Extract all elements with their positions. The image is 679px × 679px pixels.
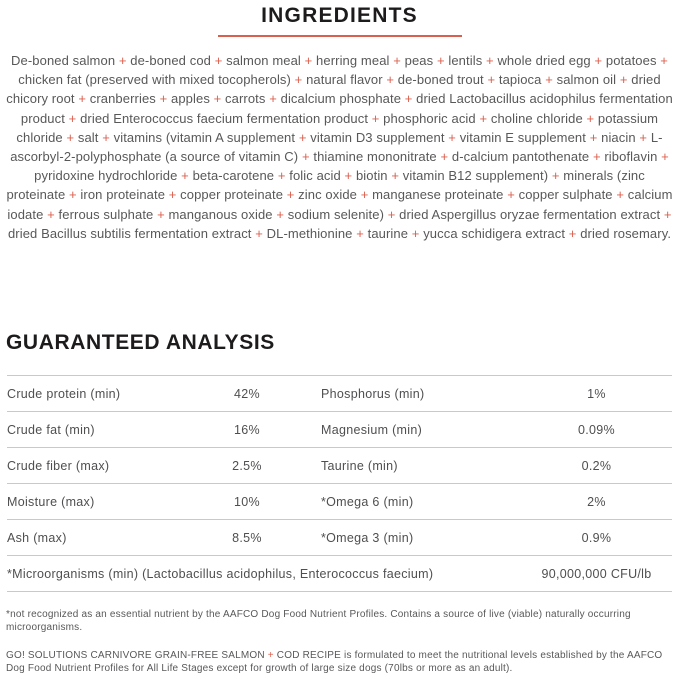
- table-row: [7, 411, 672, 447]
- ingredients-title: INGREDIENTS: [261, 4, 418, 27]
- nutrient-label: Crude protein (min): [7, 386, 121, 401]
- plus-separator: +: [118, 53, 127, 68]
- nutrient-label: Crude fat (min): [7, 422, 95, 437]
- nutrient-value: 10%: [234, 494, 260, 509]
- plus-separator: +: [589, 129, 598, 145]
- title-underline: [218, 35, 462, 37]
- analysis-table: [7, 375, 672, 592]
- plus-separator: +: [269, 91, 277, 107]
- plus-separator: +: [594, 53, 603, 68]
- plus-separator: +: [69, 187, 77, 203]
- plus-separator: +: [660, 53, 668, 68]
- nutrient-value: 8.5%: [232, 530, 262, 545]
- plus-separator: +: [301, 149, 310, 165]
- nutrient-value: 0.2%: [581, 458, 612, 473]
- nutrient-value: 2.5%: [232, 458, 262, 473]
- nutrient-value: 16%: [234, 422, 260, 437]
- plus-separator: +: [386, 72, 395, 88]
- plus-separator: +: [276, 206, 285, 222]
- plus-separator: +: [436, 53, 445, 68]
- plus-separator: +: [545, 72, 553, 88]
- plus-separator: +: [487, 72, 496, 88]
- plus-separator: +: [213, 91, 222, 107]
- plus-separator: +: [66, 129, 75, 145]
- plus-separator: +: [298, 129, 307, 145]
- plus-separator: +: [568, 225, 577, 241]
- nutrient-value: 42%: [234, 386, 260, 401]
- plus-separator: +: [663, 206, 672, 222]
- nutrient-label: *Omega 6 (min): [321, 494, 414, 509]
- footnote-essential-nutrient: *not recognized as an essential nutrient by the AAFCO Dog Food Nutrient Profiles. Contains a source of live (viable) naturally occurring microorganisms.: [6, 609, 631, 634]
- table-row: [7, 375, 672, 411]
- plus-separator: +: [391, 168, 400, 184]
- plus-separator: +: [286, 187, 295, 203]
- table-row: [7, 447, 672, 483]
- plus-separator: +: [371, 110, 380, 126]
- plus-separator: +: [592, 149, 601, 165]
- plus-separator: +: [277, 168, 286, 184]
- plus-separator: +: [255, 225, 263, 241]
- plus-separator: +: [486, 53, 494, 68]
- ingredients-text: De-boned salmon + de-boned cod + salmon meal + herring meal + peas + lentils + whole dried egg + potatoes + chicken fat (preserved with mixed tocopherols) + natural flavor + de-boned trout + tapioca + salmon oil + dried chicory root + cranberries + apples + carrots + dicalcium phosphate + dried Lactobacillus acidophilus fermentation product + dried Enterococcus faecium fermentation product + phosphoric acid + choline chloride + potassium chloride + salt + vitamins (vitamin A supplement + vitamin D3 supplement + vitamin E supplement + niacin + L-ascorbyl-2-polyphosphate (a source of vitamin C) + thiamine mononitrate + d-calcium pantothenate + riboflavin + pyridoxine hydrochloride + beta-carotene + folic acid + biotin + vitamin B12 supplement) + minerals (zinc proteinate + iron proteinate + copper proteinate + zinc oxide + manganese proteinate + copper sulphate + calcium iodate + ferrous sulphate + manganous oxide + sodium selenite) + dried Aspergillus oryzae fermentation extract + dried Bacillus subtilis fermentation extract + DL-methionine + taurine + yucca schidigera extract + dried rosemary.: [6, 53, 673, 241]
- nutrient-value: 90,000,000 CFU/lb: [541, 566, 652, 581]
- plus-separator: +: [78, 91, 87, 107]
- plus-separator: +: [440, 149, 449, 165]
- plus-separator: +: [47, 206, 55, 222]
- nutrient-value: 0.09%: [578, 422, 615, 437]
- plus-separator: +: [356, 225, 364, 241]
- nutrient-label: *Omega 3 (min): [321, 530, 414, 545]
- table-row: [7, 519, 672, 555]
- footnote-formulation: GO! SOLUTIONS CARNIVORE GRAIN-FREE SALMON + COD RECIPE is formulated to meet the nutritional levels established by the AAFCO Dog Food Nutrient Profiles for All Life Stages except for growth of large size dogs (70lbs or more as an adult).: [6, 650, 663, 675]
- nutrient-value: 0.9%: [581, 530, 612, 545]
- plus-separator: +: [411, 225, 420, 241]
- plus-separator: +: [267, 650, 274, 662]
- plus-separator: +: [387, 206, 396, 222]
- plus-separator: +: [214, 53, 223, 68]
- nutrient-label: Crude fiber (max): [7, 458, 110, 473]
- nutrient-label: Magnesium (min): [321, 422, 423, 437]
- plus-separator: +: [393, 53, 401, 68]
- plus-separator: +: [304, 53, 313, 68]
- plus-separator: +: [551, 168, 560, 184]
- nutrient-value: 1%: [587, 386, 606, 401]
- plus-separator: +: [159, 91, 168, 107]
- plus-separator: +: [507, 187, 515, 203]
- plus-separator: +: [616, 187, 625, 203]
- nutrient-label: Moisture (max): [7, 494, 95, 509]
- product-info-panel: [0, 4, 679, 679]
- plus-separator: +: [404, 91, 413, 107]
- microorganisms-row: [7, 555, 672, 591]
- plus-separator: +: [586, 110, 595, 126]
- plus-separator: +: [102, 129, 110, 145]
- plus-separator: +: [344, 168, 353, 184]
- plus-separator: +: [157, 206, 165, 222]
- plus-separator: +: [619, 72, 628, 88]
- plus-separator: +: [68, 110, 77, 126]
- nutrient-label: Ash (max): [7, 530, 67, 545]
- nutrient-label: Phosphorus (min): [321, 386, 425, 401]
- plus-separator: +: [181, 168, 189, 184]
- nutrient-label: *Microorganisms (min) (Lactobacillus acidophilus, Enterococcus faecium): [7, 566, 434, 581]
- nutrient-value: 2%: [587, 494, 606, 509]
- plus-separator: +: [294, 72, 303, 88]
- plus-separator: +: [448, 129, 456, 145]
- nutrient-label: Taurine (min): [321, 458, 398, 473]
- table-row: [7, 483, 672, 519]
- plus-separator: +: [168, 187, 177, 203]
- plus-separator: +: [639, 129, 648, 145]
- plus-separator: +: [661, 149, 669, 165]
- analysis-title: GUARANTEED ANALYSIS: [6, 331, 275, 355]
- plus-separator: +: [360, 187, 369, 203]
- plus-separator: +: [479, 110, 488, 126]
